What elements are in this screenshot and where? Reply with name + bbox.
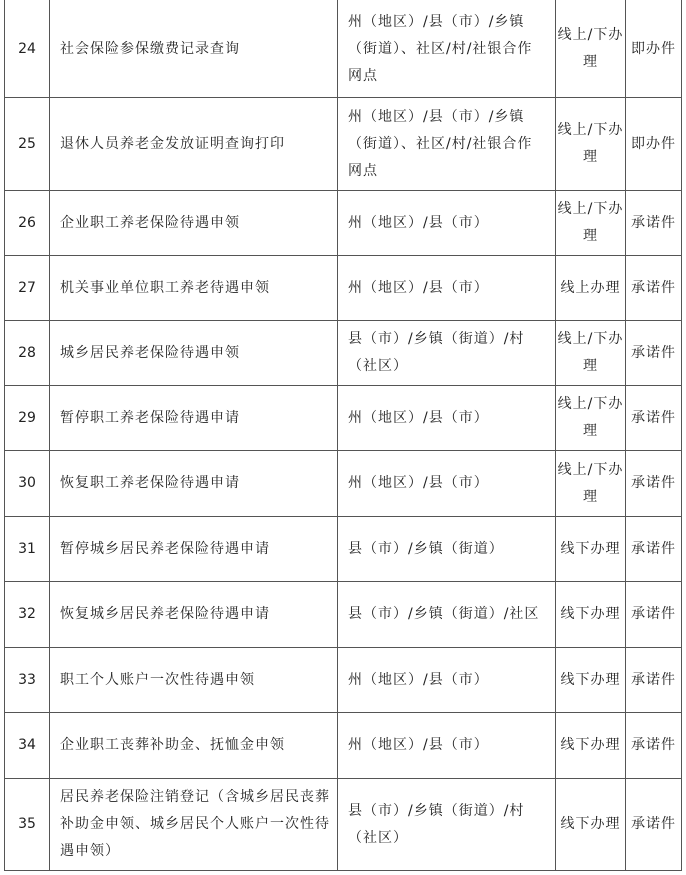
item-number: 32 — [5, 582, 50, 648]
item-number: 24 — [5, 1, 50, 98]
table-row — [5, 256, 682, 321]
table-row — [5, 517, 682, 582]
handling-mode: 线上/下办理 — [556, 191, 626, 256]
table-row — [5, 779, 682, 871]
item-type: 承诺件 — [626, 582, 682, 648]
item-name: 企业职工养老保险待遇申领 — [50, 191, 338, 256]
item-number: 28 — [5, 321, 50, 386]
item-number: 34 — [5, 713, 50, 779]
handling-mode: 线上/下办理 — [556, 451, 626, 517]
service-level: 县（市）/乡镇（街道）/村（社区） — [338, 321, 556, 386]
item-type: 即办件 — [626, 98, 682, 191]
item-name: 社会保险参保缴费记录查询 — [50, 1, 338, 98]
service-level: 州（地区）/县（市）/乡镇（街道）、社区/村/社银合作网点 — [338, 1, 556, 98]
service-items-table — [4, 0, 682, 871]
handling-mode: 线上/下办理 — [556, 386, 626, 451]
item-type: 承诺件 — [626, 256, 682, 321]
table-row — [5, 386, 682, 451]
table-row — [5, 191, 682, 256]
table-row — [5, 1, 682, 98]
handling-mode: 线下办理 — [556, 779, 626, 871]
table-row — [5, 648, 682, 713]
item-name: 企业职工丧葬补助金、抚恤金申领 — [50, 713, 338, 779]
item-type: 承诺件 — [626, 713, 682, 779]
item-number: 26 — [5, 191, 50, 256]
handling-mode: 线下办理 — [556, 648, 626, 713]
item-type: 承诺件 — [626, 191, 682, 256]
service-level: 州（地区）/县（市） — [338, 713, 556, 779]
service-level: 州（地区）/县（市） — [338, 648, 556, 713]
service-level: 县（市）/乡镇（街道） — [338, 517, 556, 582]
service-level: 州（地区）/县（市）/乡镇（街道）、社区/村/社银合作网点 — [338, 98, 556, 191]
service-level: 州（地区）/县（市） — [338, 386, 556, 451]
item-name: 暂停职工养老保险待遇申请 — [50, 386, 338, 451]
handling-mode: 线下办理 — [556, 582, 626, 648]
item-name: 机关事业单位职工养老待遇申领 — [50, 256, 338, 321]
item-type: 承诺件 — [626, 517, 682, 582]
handling-mode: 线上/下办理 — [556, 321, 626, 386]
table-row — [5, 451, 682, 517]
handling-mode: 线上办理 — [556, 256, 626, 321]
item-number: 29 — [5, 386, 50, 451]
item-type: 承诺件 — [626, 451, 682, 517]
item-name: 居民养老保险注销登记（含城乡居民丧葬补助金申领、城乡居民个人账户一次性待遇申领） — [50, 779, 338, 871]
service-level: 县（市）/乡镇（街道）/社区 — [338, 582, 556, 648]
item-number: 25 — [5, 98, 50, 191]
handling-mode: 线上/下办理 — [556, 1, 626, 98]
handling-mode: 线上/下办理 — [556, 98, 626, 191]
service-level: 州（地区）/县（市） — [338, 256, 556, 321]
item-name: 职工个人账户一次性待遇申领 — [50, 648, 338, 713]
table-row — [5, 321, 682, 386]
service-level: 州（地区）/县（市） — [338, 191, 556, 256]
item-name: 暂停城乡居民养老保险待遇申请 — [50, 517, 338, 582]
item-type: 承诺件 — [626, 648, 682, 713]
item-type: 承诺件 — [626, 386, 682, 451]
item-name: 城乡居民养老保险待遇申领 — [50, 321, 338, 386]
item-number: 33 — [5, 648, 50, 713]
service-level: 县（市）/乡镇（街道）/村（社区） — [338, 779, 556, 871]
item-number: 31 — [5, 517, 50, 582]
item-type: 即办件 — [626, 1, 682, 98]
item-type: 承诺件 — [626, 321, 682, 386]
item-name: 恢复城乡居民养老保险待遇申请 — [50, 582, 338, 648]
item-name: 退休人员养老金发放证明查询打印 — [50, 98, 338, 191]
handling-mode: 线下办理 — [556, 517, 626, 582]
table-row — [5, 713, 682, 779]
table-row — [5, 582, 682, 648]
handling-mode: 线下办理 — [556, 713, 626, 779]
item-number: 27 — [5, 256, 50, 321]
item-number: 35 — [5, 779, 50, 871]
service-level: 州（地区）/县（市） — [338, 451, 556, 517]
item-type: 承诺件 — [626, 779, 682, 871]
table-row — [5, 98, 682, 191]
item-number: 30 — [5, 451, 50, 517]
item-name: 恢复职工养老保险待遇申请 — [50, 451, 338, 517]
